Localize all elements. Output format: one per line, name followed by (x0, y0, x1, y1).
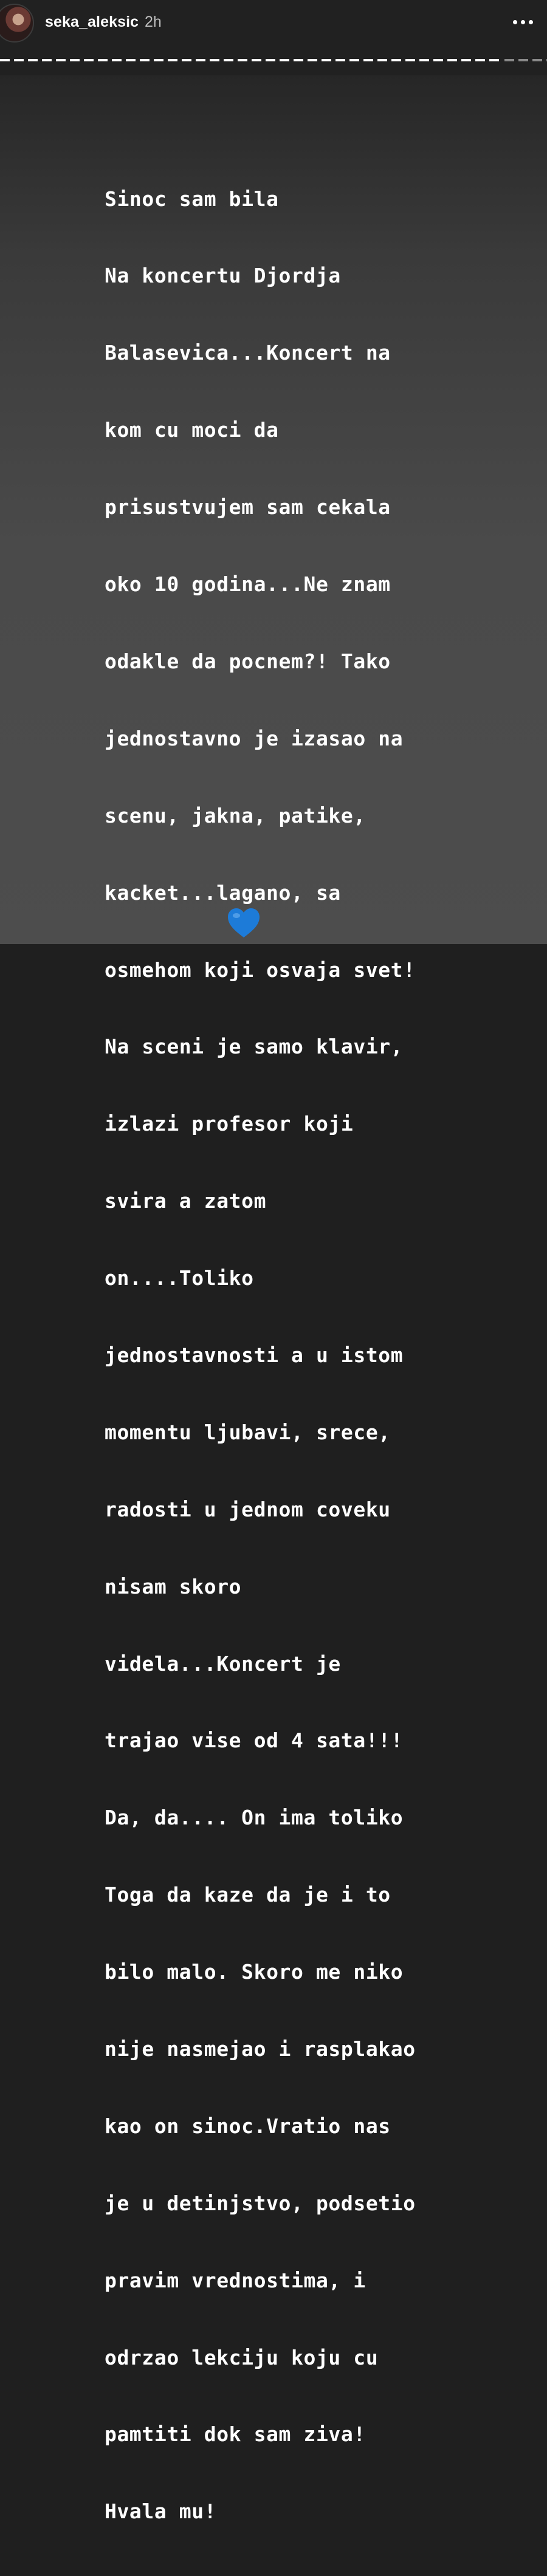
story-header (0, 0, 547, 75)
story-text-line: kom cu moci da (105, 418, 279, 442)
story-text-line: bilo malo. Skoro me niko (105, 1960, 404, 1984)
story-text-line: izlazi profesor koji (105, 1112, 354, 1136)
story-text-line: nisam skoro (105, 1574, 242, 1598)
more-dot-icon (521, 20, 525, 24)
blue-heart-icon (227, 907, 261, 939)
story-text-line: odakle da pocnem?! Tako (105, 649, 391, 673)
story-text-line: pravim vrednostima, i (105, 2268, 366, 2292)
profile-avatar[interactable] (0, 4, 34, 43)
story-text-line: Hvala mu! (105, 2499, 217, 2524)
story-text-line: prisustvujem sam cekala (105, 495, 391, 519)
story-text-line: Da, da.... On ima toliko (105, 1806, 404, 1830)
more-dot-icon (513, 20, 517, 24)
story-text-line: jednostavno je izasao na (105, 726, 404, 750)
story-text-line: osmehom koji osvaja svet! (105, 957, 416, 982)
story-text-line: je u detinjstvo, podsetio (105, 2191, 416, 2215)
story-text-line: kao on sinoc.Vratio nas (105, 2114, 391, 2138)
username[interactable]: seka_aleksic (45, 13, 139, 30)
story-text-line: Sinoc sam bila (105, 187, 279, 211)
story-text-line: odrzao lekciju koju cu (105, 2345, 379, 2369)
story-text-line: Toga da kaze da je i to (105, 1883, 391, 1907)
post-time: 2h (145, 13, 162, 30)
story-text-line: kacket...lagano, sa (105, 880, 341, 905)
story-text-line: Na sceni je samo klavir, (105, 1035, 404, 1059)
more-options-button[interactable] (509, 10, 536, 34)
story-text-line: Balasevica...Koncert na (105, 341, 391, 365)
story-text-line: oko 10 godina...Ne znam (105, 572, 391, 597)
story-text-line: scenu, jakna, patike, (105, 803, 366, 827)
story-text-line: trajao vise od 4 sata!!! (105, 1728, 404, 1753)
story-text-line: momentu ljubavi, srece, (105, 1420, 391, 1444)
story-text-line: videla...Koncert je (105, 1651, 341, 1676)
story-text-line: svira a zatom (105, 1189, 267, 1213)
story-text-line: Na koncertu Djordja (105, 264, 341, 288)
story-text-line: nije nasmejao i rasplakao (105, 2036, 416, 2061)
more-dot-icon (529, 20, 533, 24)
story-text-line: pamtiti dok sam ziva! (105, 2422, 366, 2447)
story-text-line: on....Toliko (105, 1266, 254, 1290)
story-text-line: radosti u jednom coveku (105, 1497, 391, 1521)
story-text (105, 135, 494, 2576)
story-text-line: jednostavnosti a u istom (105, 1343, 404, 1367)
story-progress-bar (0, 58, 547, 63)
